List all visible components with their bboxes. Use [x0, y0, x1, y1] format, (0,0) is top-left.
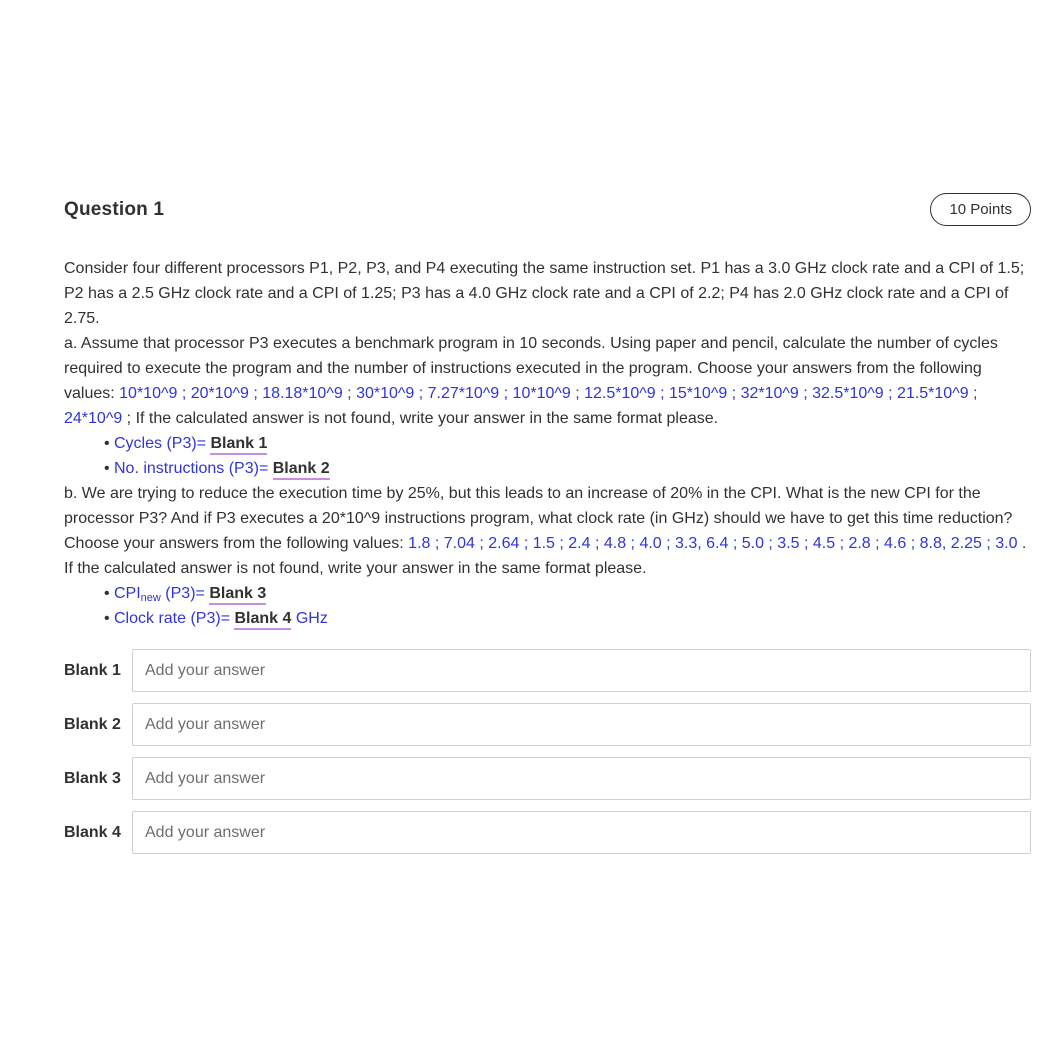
blank-2-input[interactable] — [132, 703, 1031, 746]
blank-2-label: Blank 2 — [64, 715, 121, 733]
part-a-list — [64, 431, 1031, 481]
instructions-label: No. instructions (P3)= — [114, 460, 273, 477]
cpi-label-sub: new — [140, 592, 161, 604]
part-b-item-cpi — [104, 581, 1031, 606]
part-b-text: b. We are trying to reduce the execution time by 25%, but this leads to an increase of 20% in the CPI. What is the new CPI for the processor P3? And if P3 executes a 20*10^9 instructions program, what clock rate (in GHz) should we have to get this time reduction? Choose your answers from the following values: — [64, 485, 1013, 552]
part-b-suffix: . If the calculated answer is not found, write your answer in the same format please. — [64, 535, 1027, 577]
question-header — [64, 192, 1031, 227]
question-intro: Consider four different processors P1, P2, P3, and P4 executing the same instruction set. P1 has a 3.0 GHz clock rate and a CPI of 1.5; P2 has a 2.5 GHz clock rate and a CPI of 1.25; P3 has a 4.0 GHz clock rate and a CPI of 2.2; P4 has 2.0 GHz clock rate and a CPI of 2.75. — [64, 260, 1025, 327]
part-a-values: 10*10^9 ; 20*10^9 ; 18.18*10^9 ; 30*10^9 ; 7.27*10^9 ; 10*10^9 ; 12.5*10^9 ; 15*10^9 ; 32*10^9 ; 32.5*10^9 ; 21.5*10^9 ; 24*10^9 — [64, 385, 978, 427]
blank-4-reference: Blank 4 — [234, 610, 291, 630]
answer-fields — [64, 649, 1031, 854]
blank-2-reference: Blank 2 — [273, 460, 330, 480]
question-body — [64, 256, 1031, 631]
part-a-suffix: ; If the calculated answer is not found, write your answer in the same format please. — [122, 410, 719, 427]
cycles-label: Cycles (P3)= — [114, 435, 211, 452]
blank-4-input[interactable] — [132, 811, 1031, 854]
blank-3-reference: Blank 3 — [209, 585, 266, 605]
answer-row-blank-3 — [64, 757, 1031, 800]
blank-1-input[interactable] — [132, 649, 1031, 692]
part-a-paragraph — [64, 331, 1031, 431]
cpi-label — [114, 585, 209, 602]
clock-rate-label: Clock rate (P3)= — [114, 610, 235, 627]
part-a-text: a. Assume that processor P3 executes a benchmark program in 10 seconds. Using paper and pencil, calculate the number of cycles required to execute the program and the number of instructions executed in the program. Choose your answers from the following values: — [64, 335, 998, 402]
cpi-label-main: CPI — [114, 585, 141, 602]
question-card — [64, 192, 1031, 865]
part-a-item-cycles — [104, 431, 1031, 456]
part-b-list — [64, 581, 1031, 631]
question-title: Question 1 — [64, 198, 165, 220]
clock-rate-unit: GHz — [291, 610, 328, 627]
blank-3-input[interactable] — [132, 757, 1031, 800]
blank-1-label: Blank 1 — [64, 661, 121, 679]
part-b-item-clock — [104, 606, 1031, 631]
part-a-item-instructions — [104, 456, 1031, 481]
blank-3-label: Blank 3 — [64, 769, 121, 787]
part-b-values: 1.8 ; 7.04 ; 2.64 ; 1.5 ; 2.4 ; 4.8 ; 4.0 ; 3.3, 6.4 ; 5.0 ; 3.5 ; 4.5 ; 2.8 ; 4.6 ; 8.8, 2.25 ; 3.0 — [408, 535, 1018, 552]
answer-row-blank-2 — [64, 703, 1031, 746]
answer-row-blank-4 — [64, 811, 1031, 854]
blank-1-reference: Blank 1 — [210, 435, 267, 455]
blank-4-label: Blank 4 — [64, 823, 121, 841]
part-b-paragraph — [64, 481, 1031, 581]
points-badge: 10 Points — [930, 193, 1031, 226]
answer-row-blank-1 — [64, 649, 1031, 692]
cpi-label-rest: (P3)= — [160, 585, 210, 602]
